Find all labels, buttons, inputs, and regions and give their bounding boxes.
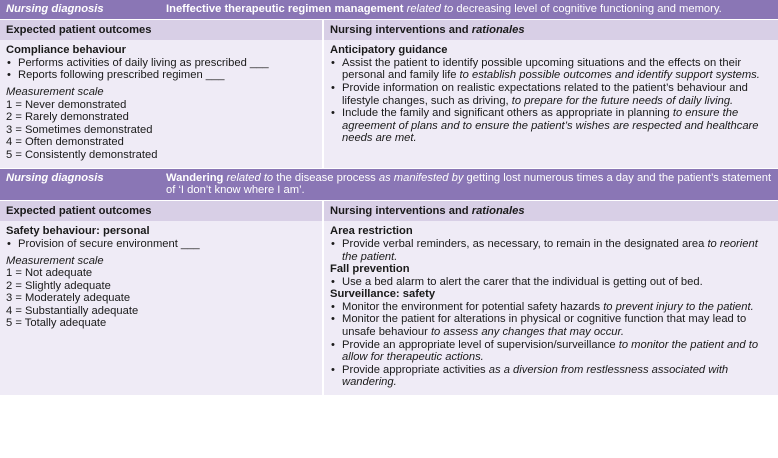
intervention-group-title: Surveillance: safety: [330, 288, 436, 301]
rationale-text: to establish possible outcomes and identify support systems.: [459, 69, 760, 82]
intervention-list: [330, 301, 772, 389]
intervention-title: Anticipatory guidance: [330, 44, 448, 57]
diagnosis-label: Nursing diagnosis: [6, 3, 104, 15]
intervention-list: [330, 276, 772, 289]
interventions-column-1: [324, 40, 778, 167]
interventions-column-2: [324, 221, 778, 395]
diagnosis-bar-2: [0, 168, 778, 201]
care-section-1: [0, 40, 778, 167]
rationale-text: to reorient the patient.: [342, 237, 758, 263]
rationale-text: to prepare for the future needs of daily living.: [511, 94, 734, 107]
outcomes-header: Expected patient outcomes: [0, 20, 324, 41]
scale-item: 1 = Not adequate: [6, 267, 93, 280]
diagnosis-statement: [162, 169, 778, 200]
scale-item: 4 = Substantially adequate: [6, 304, 139, 317]
outcome-list: [6, 57, 316, 82]
diagnosis-cause: decreasing level of cognitive functioning and memory.: [453, 3, 722, 15]
interventions-header-text: Nursing interventions and: [330, 204, 472, 217]
intervention-item: [330, 364, 772, 389]
scale-item: 5 = Consistently demonstrated: [6, 148, 158, 161]
diagnosis-evidence: getting lost numerous times a day and the patient’s statement of ‘I don’t know where I am’.: [166, 171, 772, 197]
intervention-item: [330, 238, 772, 263]
outcomes-column-1: [0, 40, 324, 167]
interventions-header-text: Nursing interventions and: [330, 23, 472, 36]
measurement-scale-label: Measurement scale: [6, 85, 104, 98]
intervention-item: [330, 301, 772, 314]
scale-item: 2 = Slightly adequate: [6, 279, 111, 292]
intervention-text: Provide an appropriate level of supervision/surveillance: [342, 338, 619, 351]
intervention-text: Use a bed alarm to alert the carer that the individual is getting out of bed.: [342, 275, 703, 288]
outcome-item: • Provision of secure environment ___: [6, 238, 316, 251]
scale-item: 4 = Often demonstrated: [6, 136, 124, 149]
rationale-text: to ensure the agreement of plans and to ensure the patient’s wishes are respected and healthcare needs are met.: [342, 107, 759, 145]
rationale-text: as a diversion from restlessness associated with wandering.: [342, 363, 729, 389]
intervention-group-title: Area restriction: [330, 225, 413, 238]
measurement-scale-label: Measurement scale: [6, 254, 104, 267]
intervention-group-title: Fall prevention: [330, 263, 410, 276]
outcome-title: Compliance behaviour: [6, 44, 126, 57]
outcome-title: Safety behaviour: personal: [6, 225, 150, 238]
scale-item: 1 = Never demonstrated: [6, 98, 127, 111]
scale-item: 3 = Moderately adequate: [6, 292, 131, 305]
rationale-text: to assess any changes that may occur.: [430, 326, 624, 339]
diagnosis-cause: the disease process: [273, 171, 379, 184]
diagnosis-bar-1: [0, 0, 778, 20]
outcome-list: [6, 238, 316, 251]
intervention-list: [330, 238, 772, 263]
intervention-item: [330, 57, 772, 82]
outcome-item: • Reports following prescribed regimen ___: [6, 69, 316, 82]
diagnosis-manifested-by: as manifested by: [378, 171, 464, 184]
intervention-text: Provide appropriate activities: [342, 363, 489, 376]
column-headers-1: [0, 20, 778, 41]
scale-item: 5 = Totally adequate: [6, 317, 107, 330]
intervention-list: [330, 57, 772, 145]
intervention-item: [330, 339, 772, 364]
diagnosis-label: Nursing diagnosis: [6, 171, 104, 184]
scale-item: 3 = Sometimes demonstrated: [6, 123, 153, 136]
intervention-item: [330, 107, 772, 145]
intervention-item: [330, 313, 772, 338]
intervention-text: Provide information on realistic expectations related to the patient’s behaviour and lifestyle changes, such as driving,: [342, 81, 748, 107]
outcome-item: • Performs activities of daily living as prescribed ___: [6, 57, 316, 70]
intervention-text: Provide verbal reminders, as necessary, to remain in the designated area: [342, 237, 708, 250]
intervention-text: Monitor the environment for potential safety hazards: [342, 300, 604, 313]
rationale-text: to prevent injury to the patient.: [603, 300, 754, 313]
outcomes-header: Expected patient outcomes: [0, 201, 324, 222]
intervention-text: Monitor the patient for alterations in physical or cognitive function that may lead to unsafe behaviour: [342, 313, 747, 339]
interventions-header: [324, 201, 778, 222]
outcomes-column-2: [0, 221, 324, 395]
diagnosis-title: Wandering: [166, 171, 224, 184]
interventions-header: [324, 20, 778, 41]
intervention-item: [330, 82, 772, 107]
intervention-text: Include the family and significant others as appropriate in planning: [342, 107, 673, 120]
care-section-2: [0, 221, 778, 395]
rationales-header-text: rationales: [471, 23, 525, 36]
column-headers-2: [0, 201, 778, 222]
rationales-header-text: rationales: [471, 204, 525, 217]
scale-item: 2 = Rarely demonstrated: [6, 111, 129, 124]
diagnosis-related-to: related to: [223, 171, 274, 184]
intervention-item: [330, 276, 772, 289]
diagnosis-related-to: related to: [403, 3, 454, 15]
diagnosis-statement: [162, 0, 778, 19]
rationale-text: to monitor the patient and to allow for therapeutic actions.: [342, 338, 759, 364]
intervention-text: Assist the patient to identify possible upcoming situations and the effects on their personal and family life: [342, 56, 742, 82]
diagnosis-title: Ineffective therapeutic regimen management: [166, 3, 404, 15]
